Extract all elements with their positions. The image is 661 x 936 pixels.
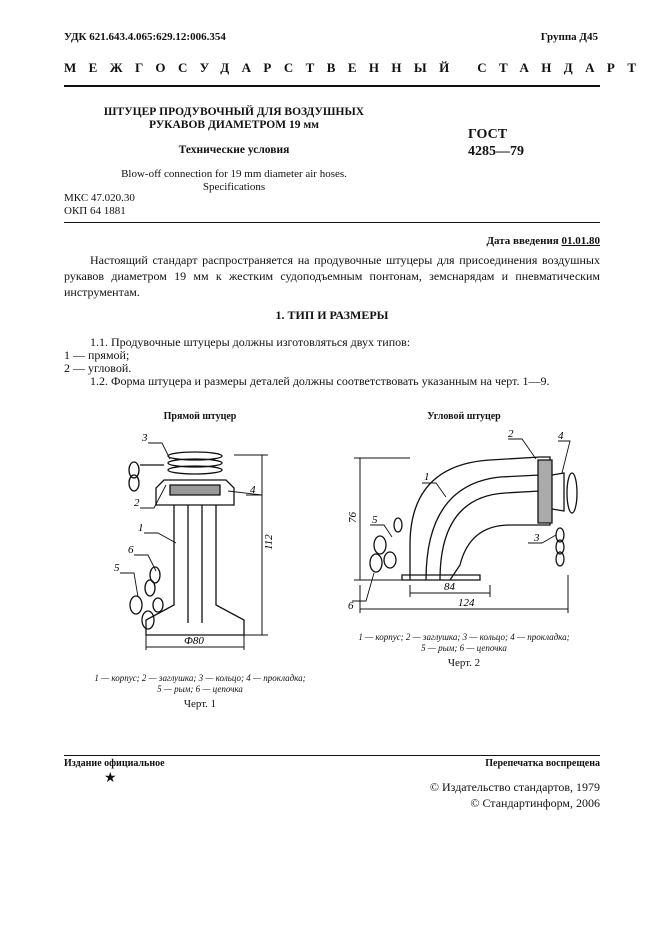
figure2-callout-5: 5 — [372, 514, 378, 526]
figure2-dim-width-outer: 124 — [458, 597, 475, 609]
okp-code: ОКП 64 1881 — [64, 205, 126, 217]
clause-1-2: 1.2. Форма штуцера и размеры деталей должны соответствовать указанным на черт. 1—9. — [90, 374, 550, 388]
figure2-callout-4: 4 — [558, 430, 564, 442]
figure1-legend-line-1: 1 — корпус; 2 — заглушка; 3 — кольцо; 4 — прокладка; — [94, 673, 306, 683]
section-heading: 1. ТИП И РАЗМЕРЫ — [275, 308, 389, 322]
figure2-dim-width-inner: 84 — [444, 581, 455, 593]
figure1-dim-height: 112 — [263, 534, 275, 550]
gost-designation — [468, 126, 524, 160]
official-edition: Издание официальное — [64, 758, 165, 769]
footer-rule — [64, 755, 600, 756]
group-code: Группа Д45 — [540, 31, 598, 43]
udk-code: УДК 621.643.4.065:629.12:006.354 — [64, 31, 226, 43]
figure1-legend — [72, 673, 328, 695]
figure1-legend-line-2: 5 — рым; 6 — цепочка — [157, 684, 243, 694]
figure1-label: Черт. 1 — [183, 698, 217, 710]
figure2-drawing — [340, 425, 590, 625]
mks-code: МКС 47.020.30 — [64, 192, 135, 204]
title-line-2: РУКАВОВ ДИАМЕТРОМ 19 мм — [148, 119, 319, 131]
figure2-callout-2: 2 — [508, 428, 514, 440]
header-rule — [64, 85, 600, 87]
figure2-legend — [336, 632, 592, 654]
english-title — [64, 168, 404, 194]
reprint-notice: Перепечатка воспрещена — [485, 758, 600, 769]
classification-codes — [64, 192, 135, 218]
document-subtitle: Технические условия — [178, 144, 290, 156]
figure1-callout-2: 2 — [134, 497, 140, 509]
copyright-line-1: © Издательство стандартов, 1979 — [429, 780, 600, 794]
figure1-caption: Прямой штуцер — [163, 411, 237, 422]
figure2-callout-3: 3 — [534, 532, 540, 544]
date-value: 01.01.80 — [561, 235, 600, 247]
date-label: Дата введения — [486, 235, 559, 247]
figure1-callout-1: 1 — [138, 522, 144, 534]
figure2-callout-1: 1 — [424, 471, 430, 483]
english-title-line-1: Blow-off connection for 19 mm diameter air hoses. — [121, 168, 347, 180]
figure1-callout-3: 3 — [142, 432, 148, 444]
clause-1-1: 1.1. Продувочные штуцеры должны изготовляться двух типов: — [90, 335, 411, 349]
document-title — [64, 106, 404, 132]
introduction-date — [486, 235, 600, 247]
figure2-legend-line-2: 5 — рым; 6 — цепочка — [421, 643, 507, 653]
copyright-line-2: © Стандартинформ, 2006 — [470, 796, 600, 810]
figure1-callout-4: 4 — [250, 484, 256, 496]
copyright — [430, 779, 600, 811]
figure2-label: Черт. 2 — [447, 657, 481, 669]
standard-banner: МЕЖГОСУДАРСТВЕННЫЙ СТАНДАРТ — [64, 60, 649, 75]
figure2-callout-6: 6 — [348, 600, 354, 612]
figure1-callout-5: 5 — [114, 562, 120, 574]
section-body — [64, 336, 600, 388]
figure2-legend-line-1: 1 — корпус; 2 — заглушка; 3 — кольцо; 4 — прокладка; — [358, 632, 570, 642]
figure2-dim-height: 76 — [347, 512, 359, 523]
intro-paragraph: Настоящий стандарт распространяется на продувочные штуцеры для присоединения воздушных рукавов диаметром 19 мм к жестким судоподъемным понтонам, земснарядам и пневматическим инструментам. — [64, 253, 600, 299]
title-rule — [64, 222, 600, 223]
gost-label: ГОСТ — [468, 127, 508, 142]
star-icon: ★ — [104, 771, 117, 786]
gost-number: 4285—79 — [468, 144, 524, 159]
type-item-2: 2 — угловой. — [64, 361, 132, 375]
title-line-1: ШТУЦЕР ПРОДУВОЧНЫЙ ДЛЯ ВОЗДУШНЫХ — [103, 106, 365, 118]
figure2-caption: Угловой штуцер — [427, 411, 501, 422]
english-title-line-2: Specifications — [202, 181, 266, 193]
figure1-drawing — [100, 425, 300, 655]
figure1-dim-diameter: Ф80 — [184, 635, 204, 647]
figure1-callout-6: 6 — [128, 544, 134, 556]
type-item-1: 1 — прямой; — [64, 348, 130, 362]
